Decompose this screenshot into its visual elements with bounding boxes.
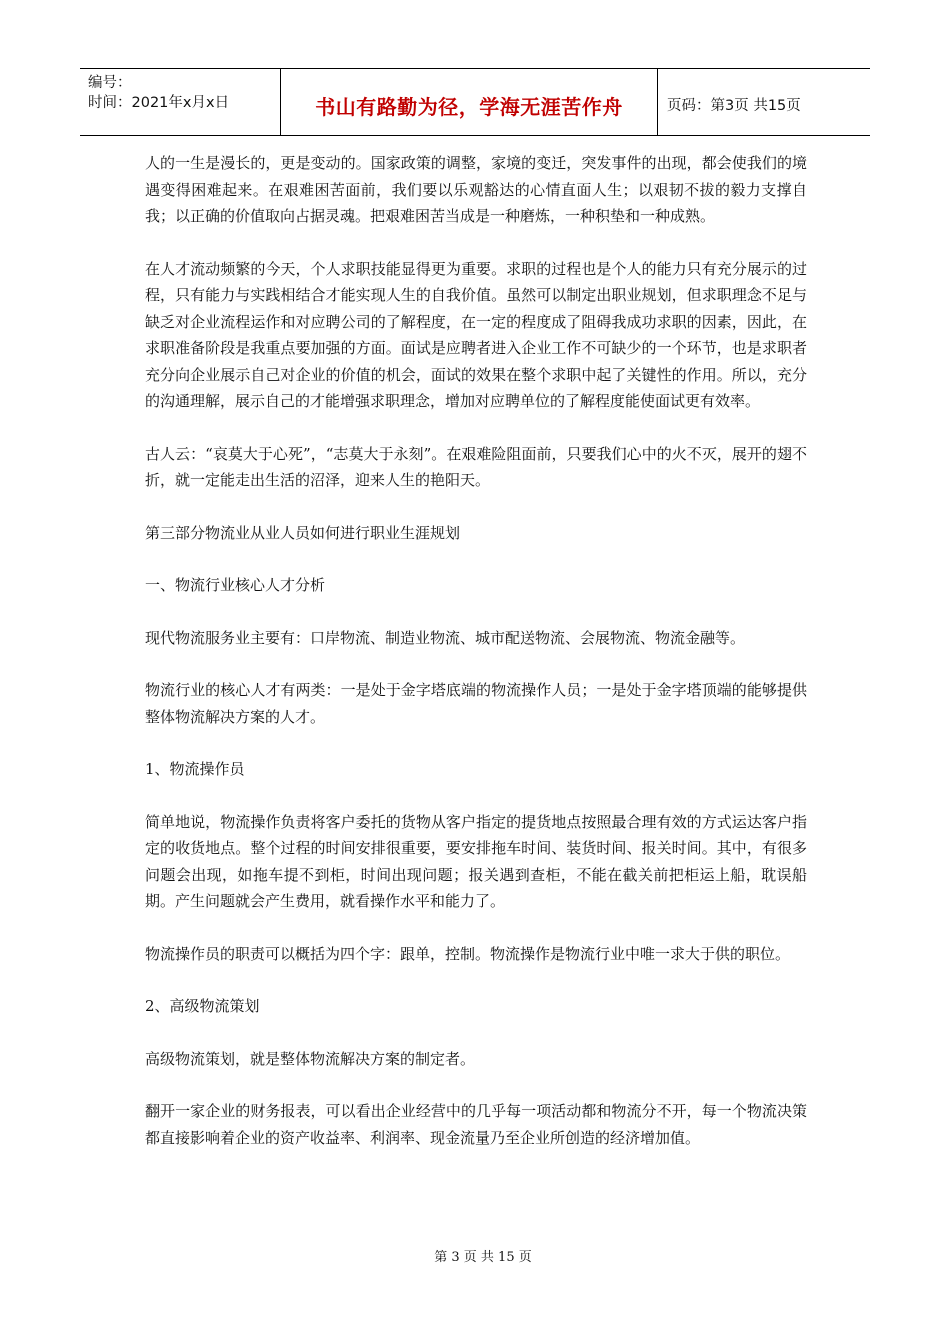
- document-body: [145, 150, 807, 1177]
- header-motto: 书山有路勤为径，学海无涯苦作舟: [281, 69, 658, 135]
- subsection-heading: 一、物流行业核心人才分析: [145, 576, 326, 594]
- paragraph: 物流行业的核心人才有两类：一是处于金字塔底端的物流操作人员；一是处于金字塔顶端的能够提供整体物流解决方案的人才。: [145, 681, 807, 726]
- paragraph: 高级物流策划，就是整体物流解决方案的制定者。: [145, 1049, 476, 1068]
- document-header: [80, 68, 870, 136]
- paragraph: 简单地说，物流操作负责将客户委托的货物从客户指定的提货地点按照最合理有效的方式运达客户指定的收货地点。整个过程的时间安排很重要，要安排拖车时间、装货时间、报关时间。其中，有很多问题会出现，如拖车提不到柜，时间出现问题；报关遇到查柜，不能在截关前把柜运上船，耽误船期。产生问题就会产生费用，就看操作水平和能力了。: [145, 812, 807, 910]
- document-date-label: 时间：2021年x月x日: [88, 95, 230, 111]
- item-heading: 2、高级物流策划: [145, 997, 260, 1015]
- header-page-info: 页码：第3页 共15页: [667, 97, 801, 114]
- paragraph: 古人云：“哀莫大于心死”，“志莫大于永刻”。在艰难险阻面前，只要我们心中的火不灭，展开的翅不折，就一定能走出生活的沼泽，迎来人生的艳阳天。: [145, 444, 807, 489]
- paragraph: 现代物流服务业主要有：口岸物流、制造业物流、城市配送物流、会展物流、物流金融等。: [145, 628, 746, 647]
- paragraph: 物流操作员的职责可以概括为四个字：跟单，控制。物流操作是物流行业中唯一求大于供的职位。: [145, 944, 791, 963]
- page-footer: 第 3 页 共 15 页: [434, 1250, 532, 1265]
- paragraph: 人的一生是漫长的，更是变动的。国家政策的调整，家境的变迁，突发事件的出现，都会使我们的境遇变得困难起来。在艰难困苦面前，我们要以乐观豁达的心情直面人生；以艰韧不拔的毅力支撑自我；以正确的价值取向占据灵魂。把艰难困苦当成是一种磨炼，一种积垫和一种成熟。: [145, 154, 807, 225]
- paragraph: 翻开一家企业的财务报表，可以看出企业经营中的几乎每一项活动都和物流分不开，每一个物流决策都直接影响着企业的资产收益率、利润率、现金流量乃至企业所创造的经济增加值。: [145, 1102, 807, 1147]
- header-meta-cell: [80, 69, 281, 135]
- document-number-label: 编号：: [88, 75, 132, 91]
- section-heading: 第三部分物流业从业人员如何进行职业生涯规划: [145, 523, 461, 542]
- item-heading: 1、物流操作员: [145, 760, 245, 778]
- paragraph: 在人才流动频繁的今天，个人求职技能显得更为重要。求职的过程也是个人的能力只有充分展示的过程，只有能力与实践相结合才能实现人生的自我价值。虽然可以制定出职业规划，但求职理念不足与缺乏对企业流程运作和对应聘公司的了解程度，在一定的程度成了阻碍我成功求职的因素，因此，在求职准备阶段是我重点要加强的方面。面试是应聘者进入企业工作不可缺少的一个环节，也是求职者充分向企业展示自己对企业的价值的机会，面试的效果在整个求职中起了关键性的作用。所以，充分的沟通理解，展示自己的才能增强求职理念，增加对应聘单位的了解程度能使面试更有效率。: [145, 259, 807, 410]
